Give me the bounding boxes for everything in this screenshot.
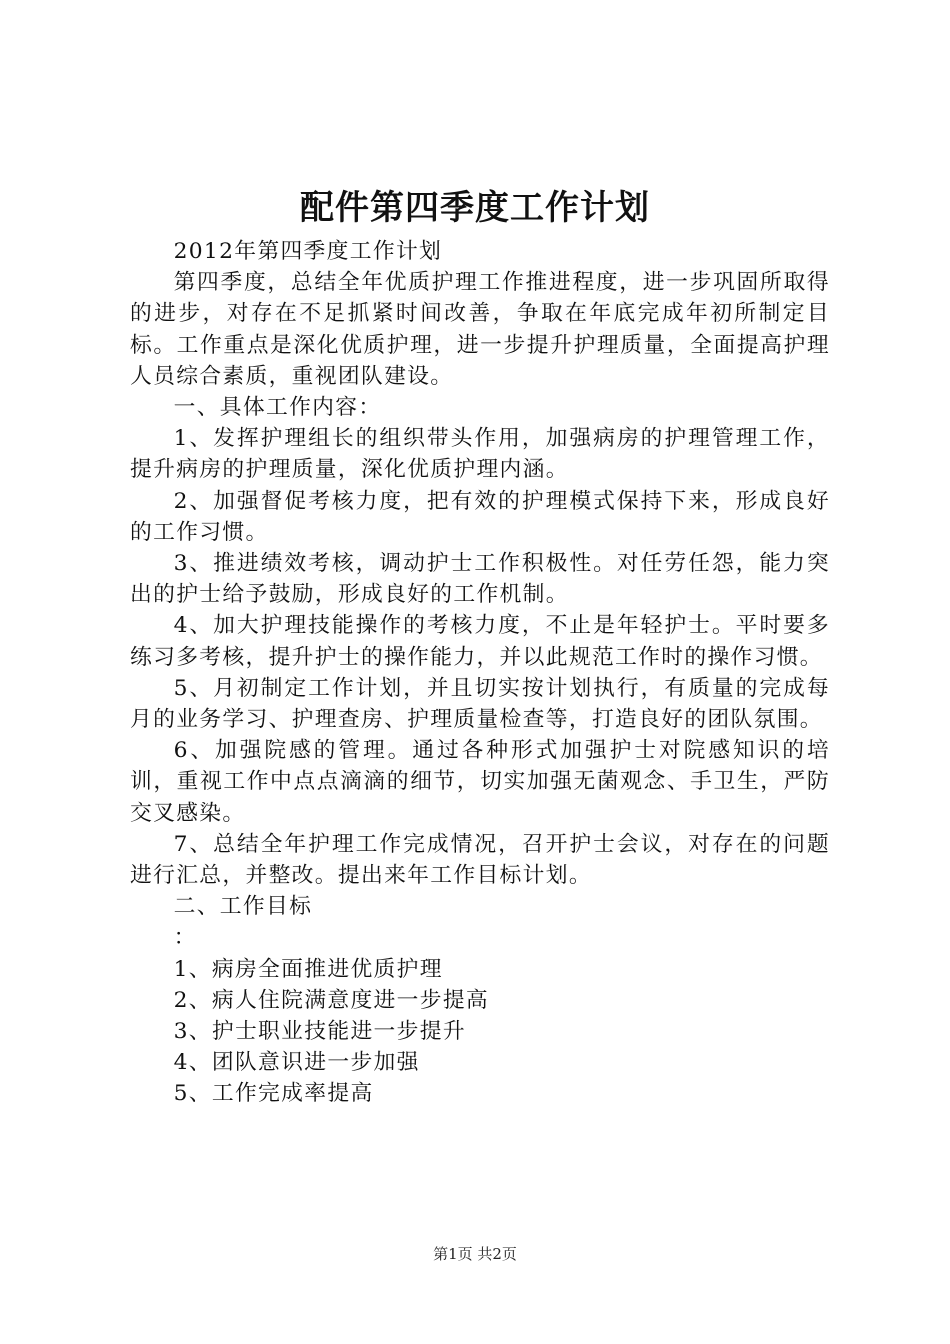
list-item-content-2: 2、加强督促考核力度，把有效的护理模式保持下来，形成良好的工作习惯。 bbox=[130, 488, 830, 545]
list-item-goal-1: 1、病房全面推进优质护理 bbox=[173, 956, 443, 982]
list-item-goal-5: 5、工作完成率提高 bbox=[173, 1081, 374, 1107]
list-item-goal-4: 4、团队意识进一步加强 bbox=[173, 1050, 420, 1076]
list-item-content-3: 3、推进绩效考核，调动护士工作积极性。对任劳任怨，能力突出的护士给予鼓励，形成良好的工作机制。 bbox=[130, 551, 830, 608]
document-body bbox=[130, 236, 830, 1110]
page-number-footer: 第1页 共2页 bbox=[433, 1245, 517, 1263]
list-item-content-7: 7、总结全年护理工作完成情况，召开护士会议，对存在的问题进行汇总，并整改。提出来年工作目标计划。 bbox=[130, 831, 830, 889]
list-item-content-5: 5、月初制定工作计划，并且切实按计划执行，有质量的完成每月的业务学习、护理查房、护理质量检查等，打造良好的团队氛围。 bbox=[130, 675, 830, 733]
list-item-goal-3: 3、护士职业技能进一步提升 bbox=[173, 1019, 466, 1045]
list-item-content-1: 1、发挥护理组长的组织带头作用，加强病房的护理管理工作，提升病房的护理质量，深化优质护理内涵。 bbox=[130, 426, 830, 483]
section-heading-work-content: 一、具体工作内容： bbox=[173, 395, 382, 421]
list-item-content-4: 4、加大护理技能操作的考核力度，不止是年轻护士。平时要多练习多考核，提升护士的操作能力，并以此规范工作时的操作习惯。 bbox=[130, 613, 830, 670]
document-title: 配件第四季度工作计划 bbox=[300, 188, 650, 228]
list-item-content-6: 6、加强院感的管理。通过各种形式加强护士对院感知识的培训，重视工作中点点滴滴的细节，切实加强无菌观念、手卫生，严防交叉感染。 bbox=[130, 738, 830, 826]
section-heading-goals: 二、工作目标 bbox=[173, 894, 313, 920]
paragraph-intro: 第四季度，总结全年优质护理工作推进程度，进一步巩固所取得的进步，对存在不足抓紧时间改善，争取在年底完成年初所制定目标。工作重点是深化优质护理，进一步提升护理质量，全面提高护理人员综合素质，重视团队建设。 bbox=[130, 270, 830, 389]
paragraph-subtitle: 2012年第四季度工作计划 bbox=[173, 239, 443, 264]
section-heading-goals-colon: ： bbox=[173, 925, 197, 951]
list-item-goal-2: 2、病人住院满意度进一步提高 bbox=[173, 987, 490, 1013]
